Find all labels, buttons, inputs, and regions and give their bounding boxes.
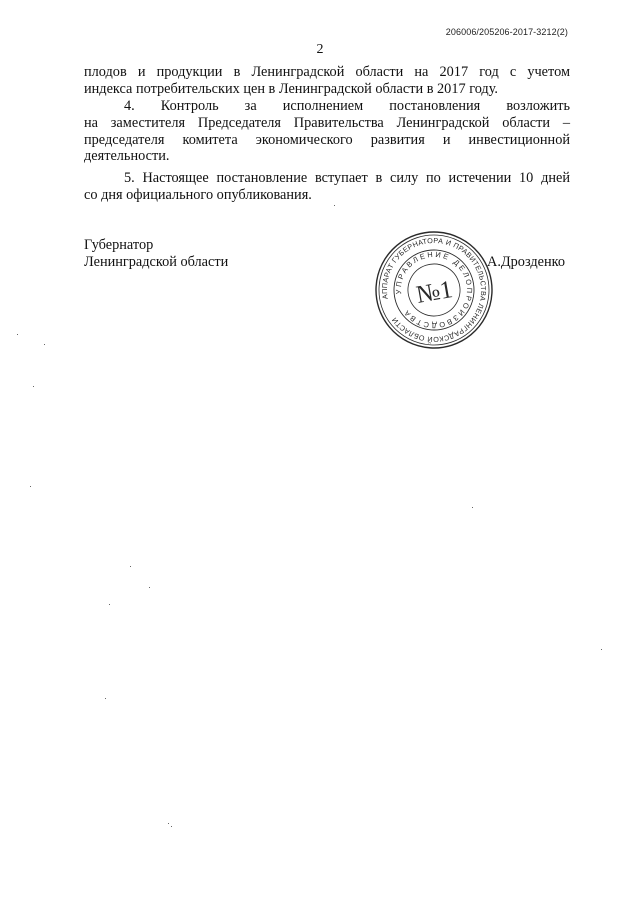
stamp-inner-text: УПРАВЛЕНИЕ ДЕЛОПРОИЗВОДСТВА <box>393 249 475 331</box>
text-line: индекса потребительских цен в Ленинградской области в 2017 году. <box>84 80 499 97</box>
scan-speck <box>33 386 34 387</box>
text-line: 4. Контроль за исполнением постановления возложить <box>124 98 570 114</box>
signatory-region: Ленинградской области <box>84 254 229 270</box>
scan-speck <box>44 344 45 345</box>
scan-speck <box>105 698 106 699</box>
text-line: деятельности. <box>84 148 170 165</box>
scan-speck <box>130 566 131 567</box>
scan-speck <box>149 587 150 588</box>
scan-speck <box>30 486 31 487</box>
text-line: плодов и продукции в Ленинградской области на 2017 год с учетом <box>84 64 570 80</box>
page-number: 2 <box>316 42 324 57</box>
signatory-name: А.Дрозденко <box>487 254 565 270</box>
paragraph-item-5 <box>84 170 570 204</box>
scan-speck <box>17 334 18 335</box>
stamp-outer-text: АППАРАТ ГУБЕРНАТОРА И ПРАВИТЕЛЬСТВА ЛЕНИНГРАДСКОЙ ОБЛАСТИ <box>379 235 489 345</box>
stamp-center-text: №1 <box>414 276 455 309</box>
paragraph-item-4 <box>84 98 570 165</box>
scan-speck <box>334 205 335 206</box>
document-code: 206006/205206-2017-3212(2) <box>445 27 568 37</box>
scan-speck <box>109 604 110 605</box>
scan-speck <box>168 823 169 824</box>
official-stamp <box>372 228 496 352</box>
text-line: председателя комитета экономического развития и инвестиционной <box>84 131 570 148</box>
paragraph-continuation <box>84 64 570 98</box>
scan-speck <box>171 826 172 827</box>
scan-speck <box>472 507 473 508</box>
text-line: 5. Настоящее постановление вступает в силу по истечении 10 дней <box>124 170 570 186</box>
scan-speck <box>601 649 602 650</box>
text-line: со дня официального опубликования. <box>84 186 312 203</box>
signatory-title: Губернатор <box>84 237 154 253</box>
text-line: на заместителя Председателя Правительства Ленинградской области – <box>84 114 570 131</box>
